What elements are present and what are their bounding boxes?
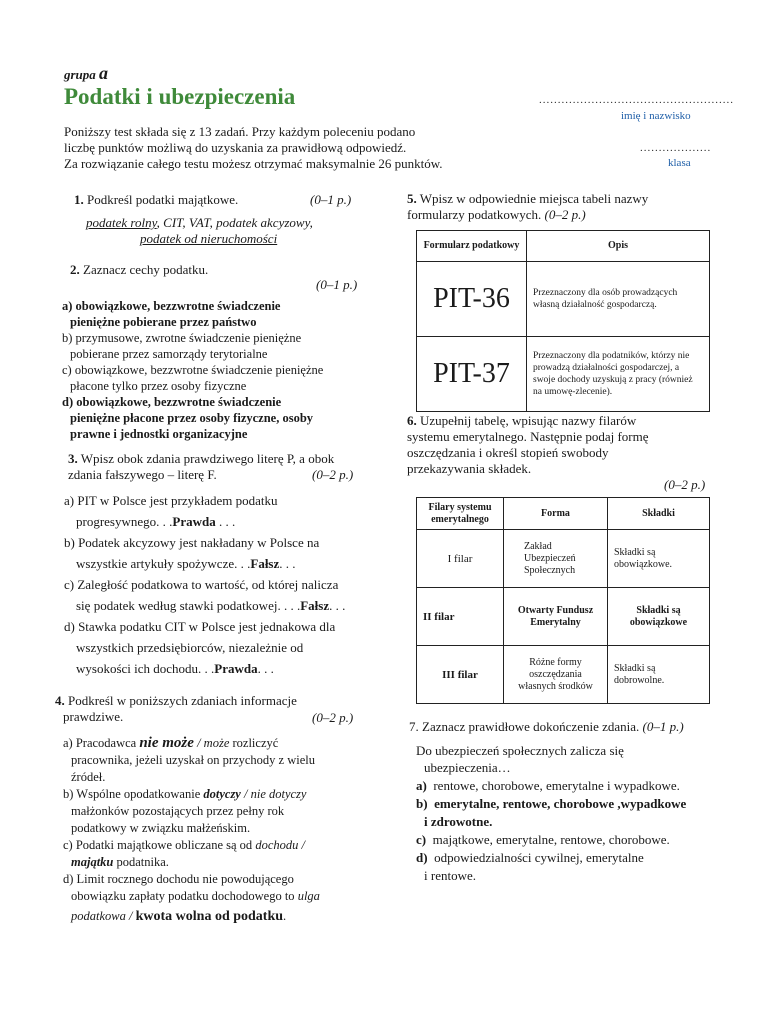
q4-d-false[interactable]: podatkowa bbox=[71, 909, 126, 923]
intro-line: Za rozwiązanie całego testu możesz otrzymać maksymalnie 26 punktów. bbox=[64, 156, 443, 171]
q6-fees-cell: Składki są obowiązkowe. bbox=[608, 530, 710, 588]
q6-text: systemu emerytalnego. Następnie podaj formę bbox=[407, 429, 649, 444]
q5-form-cell[interactable]: PIT-37 bbox=[417, 337, 527, 412]
q7-option-a[interactable] bbox=[416, 777, 726, 795]
q4-b-true[interactable]: dotyczy bbox=[203, 787, 241, 801]
name-field[interactable]: .................................................... bbox=[539, 94, 734, 106]
q6-text: Uzupełnij tabelę, wpisując nazwy filarów bbox=[420, 413, 637, 428]
q4-b-text: b) Wspólne opodatkowanie bbox=[63, 787, 204, 801]
q1-underlined-2: podatek od nieruchomości bbox=[140, 231, 278, 246]
q4-b bbox=[63, 786, 393, 803]
q7-text: Zaznacz prawidłowe dokończenie zdania. bbox=[422, 719, 640, 734]
q7-prompt bbox=[409, 719, 684, 735]
q3-d-answer-line bbox=[64, 658, 394, 679]
q4-a-false[interactable]: może bbox=[203, 736, 230, 750]
q7-points: (0–1 p.) bbox=[642, 719, 684, 734]
q2-option-c[interactable] bbox=[62, 362, 382, 394]
q1-points: (0–1 p.) bbox=[310, 192, 352, 207]
q4-text: Podkreśl w poniższych zdaniach informacje bbox=[68, 693, 297, 708]
intro-line: liczbę punktów możliwą do uzyskania za prawidłową odpowiedź. bbox=[64, 140, 407, 155]
q2-prompt bbox=[70, 262, 208, 278]
q5-desc-cell: Przeznaczony dla osób prowadzących własną działalność gospodarczą. bbox=[527, 262, 710, 337]
q7-option-c[interactable] bbox=[416, 831, 726, 849]
q6-points: (0–2 p.) bbox=[664, 477, 706, 492]
intro bbox=[64, 124, 504, 172]
q4-items bbox=[63, 735, 393, 925]
q1-number: 1. bbox=[74, 192, 84, 207]
q2-options bbox=[62, 298, 382, 442]
q2-number: 2. bbox=[70, 262, 80, 277]
q4-d-false[interactable]: ulga bbox=[297, 889, 320, 903]
q4-d-text: d) Limit rocznego dochodu nie powodującego bbox=[63, 872, 294, 886]
q6-form-cell: Zakład Ubezpieczeń Społecznych bbox=[504, 530, 608, 588]
q4-c-line bbox=[63, 854, 393, 871]
q3-points: (0–2 p.) bbox=[312, 467, 354, 482]
q6-pillar-cell: I filar bbox=[417, 530, 504, 588]
q2-option-d[interactable] bbox=[62, 394, 382, 442]
q4-d-line bbox=[63, 888, 393, 905]
q2-option-line: d) obowiązkowe, bezzwrotne świadczenie bbox=[62, 395, 282, 409]
q4-a bbox=[63, 735, 393, 752]
q5-desc-cell: Przeznaczony dla podatników, którzy nie prowadzą działalności gospodarczej, a swoje dochody uzyskują z pracy (również na umowę-zlecenie). bbox=[527, 337, 710, 412]
q3-text: zdania fałszywego – literę F. bbox=[68, 467, 217, 482]
q6-fees-cell: Składki są dobrowolne. bbox=[608, 646, 710, 704]
q7-option-text: odpowiedzialności cywilnej, emerytalne bbox=[434, 850, 644, 865]
q4-d-line bbox=[63, 908, 393, 925]
q7-option-text: emerytalne, rentowe, chorobowe ,wypadkowe bbox=[434, 796, 687, 811]
q4-a-text: a) Pracodawca bbox=[63, 736, 140, 750]
q7-option-letter: d) bbox=[416, 850, 428, 865]
q3-dots: . . . bbox=[329, 598, 346, 613]
q7-option-letter: b) bbox=[416, 796, 428, 811]
q3-a-answer-line bbox=[64, 511, 394, 532]
q4-sep: / bbox=[240, 787, 251, 801]
group-prefix: grupa bbox=[64, 67, 96, 82]
q7-option-letter: a) bbox=[416, 778, 427, 793]
q6-text: przekazywania składek. bbox=[407, 461, 532, 476]
q6-prompt bbox=[407, 413, 727, 477]
q3-number: 3. bbox=[68, 451, 78, 466]
q7-number: 7. bbox=[409, 719, 419, 734]
q3-dots: . . . bbox=[279, 556, 296, 571]
q5-points: (0–2 p.) bbox=[544, 207, 586, 222]
q7-stem-line: ubezpieczenia… bbox=[424, 760, 511, 775]
intro-line: Poniższy test składa się z 13 zadań. Przy każdym poleceniu podano bbox=[64, 124, 416, 139]
q7-option-letter: c) bbox=[416, 832, 427, 847]
q3-items bbox=[64, 490, 394, 679]
q6-table bbox=[416, 497, 710, 704]
q2-option-line: b) przymusowe, zwrotne świadczenie pieniężne bbox=[62, 331, 302, 345]
q3-b-answer-line bbox=[64, 553, 394, 574]
q3-a-text2: progresywnego. . . bbox=[76, 514, 173, 529]
q3-text: Wpisz obok zdania prawdziwego literę P, a obok bbox=[80, 451, 335, 466]
q7-option-text: i zdrowotne. bbox=[424, 814, 493, 829]
q3-c-answer-line bbox=[64, 595, 394, 616]
q7-option-text: i rentowe. bbox=[424, 868, 476, 883]
q4-d-text: obowiązku zapłaty podatku dochodowego to bbox=[71, 889, 298, 903]
q6-pillar-cell[interactable]: III filar bbox=[417, 646, 504, 704]
q4-c bbox=[63, 837, 393, 854]
q2-option-b[interactable] bbox=[62, 330, 382, 362]
q4-sep: / bbox=[193, 736, 204, 750]
q5-prompt bbox=[407, 191, 727, 223]
q2-option-a[interactable] bbox=[62, 298, 382, 330]
q1-text: Podkreśl podatki majątkowe. bbox=[87, 192, 239, 207]
group-letter: a bbox=[99, 63, 109, 83]
q6-col-form: Forma bbox=[504, 498, 608, 530]
name-label: imię i nazwisko bbox=[621, 110, 691, 122]
class-field[interactable]: ................... bbox=[640, 142, 712, 154]
q2-option-line: pieniężne płacone przez osoby fizyczne, osoby bbox=[70, 411, 314, 425]
q3-dots: . . . bbox=[257, 661, 274, 676]
q1-underlined: podatek rolny bbox=[86, 215, 157, 230]
q6-number: 6. bbox=[407, 413, 417, 428]
q7-option-b[interactable] bbox=[416, 795, 726, 831]
q3-a-answer[interactable]: Prawda bbox=[172, 514, 216, 529]
group-label bbox=[64, 63, 108, 84]
q2-option-line: prawne i jednostki organizacyjne bbox=[70, 427, 248, 441]
q4-text: prawdziwe. bbox=[63, 709, 124, 724]
q4-c-text: c) Podatki majątkowe obliczane są od bbox=[63, 838, 256, 852]
q4-b-line: małżonków pozostających przez pełny rok bbox=[71, 804, 285, 818]
q3-dots: . . . bbox=[215, 514, 236, 529]
q5-text: Wpisz w odpowiednie miejsca tabeli nazwy bbox=[419, 191, 649, 206]
q7-options bbox=[416, 777, 726, 885]
page-title: Podatki i ubezpieczenia bbox=[64, 84, 296, 109]
q4-sep: / bbox=[298, 838, 305, 852]
q2-option-line: płacone tylko przez osoby fizyczne bbox=[70, 379, 247, 393]
q5-table bbox=[416, 230, 710, 412]
q7-stem-line: Do ubezpieczeń społecznych zalicza się bbox=[416, 743, 624, 758]
q3-d-text2: wszystkich przedsiębiorców, niezależnie od bbox=[76, 640, 304, 655]
q4-a-line: pracownika, jeżeli uzyskał on przychody z wielu bbox=[71, 753, 316, 767]
q6-text: oszczędzania i określ stopień swobody bbox=[407, 445, 609, 460]
q1-prompt bbox=[74, 192, 238, 208]
q3-d-text3: wysokości ich dochodu. . . bbox=[76, 661, 215, 676]
q2-points: (0–1 p.) bbox=[316, 277, 358, 292]
q4-a-line: źródeł. bbox=[71, 770, 106, 784]
q5-text: formularzy podatkowych. bbox=[407, 207, 542, 222]
q6-col-fees: Składki bbox=[608, 498, 710, 530]
q2-option-line: c) obowiązkowe, bezzwrotne świadczenie pieniężne bbox=[62, 363, 324, 377]
q5-col-desc: Opis bbox=[527, 231, 710, 262]
q4-a-text: rozliczyć bbox=[229, 736, 279, 750]
q7-option-d[interactable] bbox=[416, 849, 726, 885]
q3-c-text2: się podatek według stawki podatkowej. . . . bbox=[76, 598, 301, 613]
q4-c-false[interactable]: dochodu bbox=[255, 838, 299, 852]
q4-points: (0–2 p.) bbox=[312, 710, 354, 725]
q4-c-true[interactable]: majątku bbox=[71, 855, 114, 869]
q4-a-true[interactable]: nie może bbox=[139, 735, 194, 751]
q4-d-text: . bbox=[283, 909, 287, 923]
q5-form-cell[interactable]: PIT-36 bbox=[417, 262, 527, 337]
q7-stem bbox=[416, 742, 716, 776]
q5-col-form: Formularz podatkowy bbox=[417, 231, 527, 262]
q3-b-answer[interactable]: Fałsz bbox=[250, 556, 280, 571]
q6-pillar-cell[interactable]: II filar bbox=[417, 588, 504, 646]
q2-option-line: a) obowiązkowe, bezzwrotne świadczenie bbox=[62, 299, 281, 313]
class-label: klasa bbox=[668, 157, 691, 169]
q6-form-cell[interactable]: Otwarty Fundusz Emerytalny bbox=[504, 588, 608, 646]
q1-line1: , CIT, VAT, podatek akcyzowy, bbox=[156, 215, 313, 230]
q1-answer bbox=[86, 215, 366, 231]
q3-c-answer[interactable]: Fałsz bbox=[300, 598, 330, 613]
q4-c-text: podatnika. bbox=[113, 855, 169, 869]
q7-option-text: rentowe, chorobowe, emerytalne i wypadkowe. bbox=[433, 778, 680, 793]
q3-b-text: b) Podatek akcyzowy jest nakładany w Polsce na bbox=[64, 535, 320, 550]
q6-col-pillar: Filary systemu emerytalnego bbox=[417, 498, 504, 530]
q4-d-true[interactable]: kwota wolna od podatku bbox=[135, 909, 284, 924]
q4-b-false[interactable]: nie dotyczy bbox=[250, 787, 307, 801]
q3-b-text2: wszystkie artykuły spożywcze. . . bbox=[76, 556, 251, 571]
q3-d-answer[interactable]: Prawda bbox=[214, 661, 258, 676]
q5-number: 5. bbox=[407, 191, 417, 206]
q3-c-text: c) Zaległość podatkowa to wartość, od której nalicza bbox=[64, 577, 339, 592]
q4-number: 4. bbox=[55, 693, 65, 708]
q4-b-line: podatkowy w związku małżeńskim. bbox=[71, 821, 251, 835]
q2-text: Zaznacz cechy podatku. bbox=[83, 262, 209, 277]
q7-option-text: majątkowe, emerytalne, rentowe, chorobowe. bbox=[432, 832, 670, 847]
q6-fees-cell[interactable]: Składki są obowiązkowe bbox=[608, 588, 710, 646]
q4-sep: / bbox=[125, 909, 136, 923]
q2-option-line: pieniężne pobierane przez państwo bbox=[70, 315, 257, 329]
q6-form-cell: Różne formy oszczędzania własnych środków bbox=[504, 646, 608, 704]
q3-a-text: a) PIT w Polsce jest przykładem podatku bbox=[64, 493, 278, 508]
q2-option-line: pobierane przez samorządy terytorialne bbox=[70, 347, 268, 361]
q3-d-text: d) Stawka podatku CIT w Polsce jest jednakowa dla bbox=[64, 619, 336, 634]
